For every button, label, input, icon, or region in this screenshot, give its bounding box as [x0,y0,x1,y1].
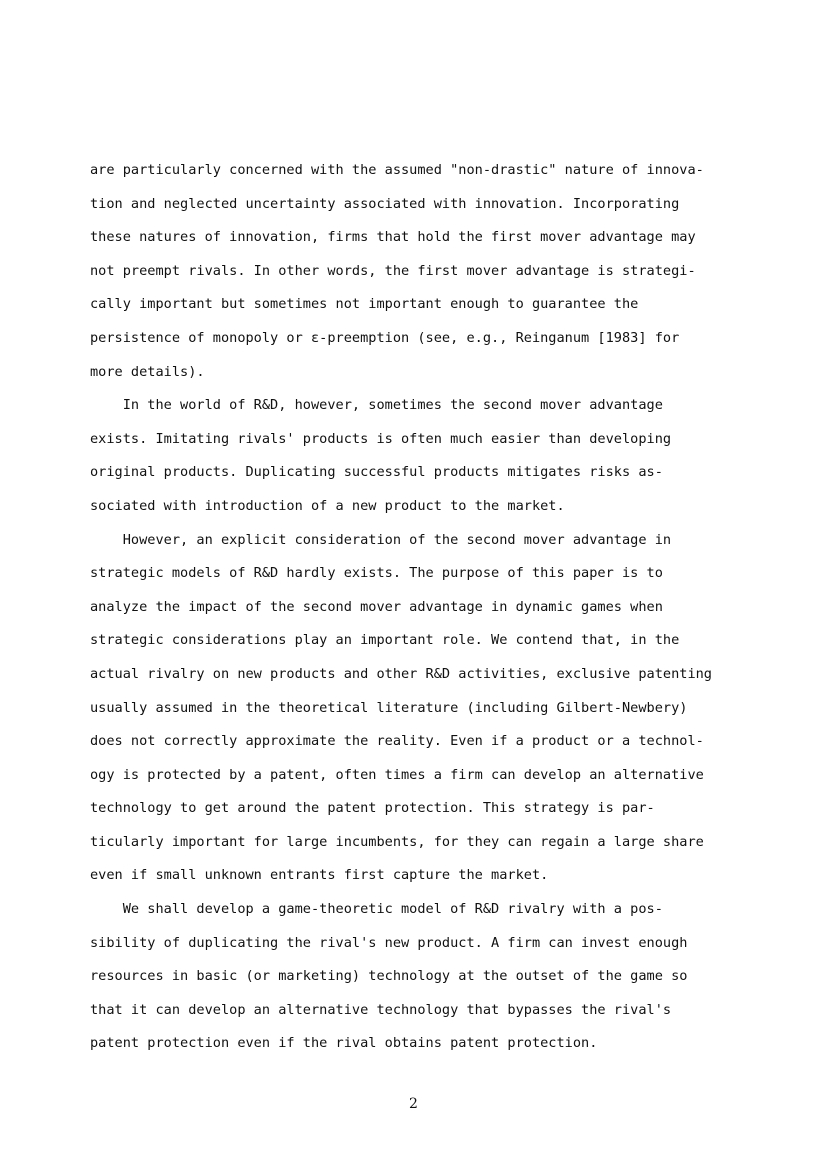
text-line: strategic models of R&D hardly exists. The purpose of this paper is to [90,565,663,582]
text-line: are particularly concerned with the assumed "non-drastic" nature of innova- [90,162,704,178]
text-line: ticularly important for large incumbents, for they can regain a large share [90,833,704,850]
text-line: not preempt rivals. In other words, the first mover advantage is strategi- [90,262,696,279]
text-line: strategic considerations play an important role. We contend that, in the [90,632,680,649]
text-line: ogy is protected by a patent, often times a firm can develop an alternative [90,766,704,783]
body-text [90,154,730,1061]
text-line: cally important but sometimes not important enough to guarantee the [90,296,639,313]
text-line: sibility of duplicating the rival's new product. A firm can invest enough [90,934,688,951]
text-line: technology to get around the patent protection. This strategy is par- [90,800,655,817]
text-line: these natures of innovation, firms that hold the first mover advantage may [90,229,696,246]
text-line: usually assumed in the theoretical literature (including Gilbert-Newbery) [90,699,688,716]
text-line: However, an explicit consideration of the second mover advantage in [90,531,672,548]
text-line: We shall develop a game-theoretic model of R&D rivalry with a pos- [90,901,663,918]
text-line: actual rivalry on new products and other R&D activities, exclusive patenting [90,665,712,682]
text-line: analyze the impact of the second mover advantage in dynamic games when [90,598,663,615]
text-line: persistence of monopoly or ε-preemption (see, e.g., Reinganum [1983] for [90,329,680,346]
text-line: sociated with introduction of a new product to the market. [90,497,565,514]
text-line: more details). [90,363,205,380]
text-line: patent protection even if the rival obtains patent protection. [90,1035,598,1052]
text-line: tion and neglected uncertainty associated with innovation. Incorporating [90,195,680,212]
text-line: resources in basic (or marketing) technology at the outset of the game so [90,968,688,985]
text-line: does not correctly approximate the reality. Even if a product or a technol- [90,733,704,750]
text-line: even if small unknown entrants first capture the market. [90,867,549,884]
page-number: 2 [409,1096,418,1112]
text-line: that it can develop an alternative technology that bypasses the rival's [90,1001,672,1018]
text-line: In the world of R&D, however, sometimes the second mover advantage [90,397,663,414]
text-line: original products. Duplicating successful products mitigates risks as- [90,464,663,481]
text-line: exists. Imitating rivals' products is often much easier than developing [90,430,672,447]
